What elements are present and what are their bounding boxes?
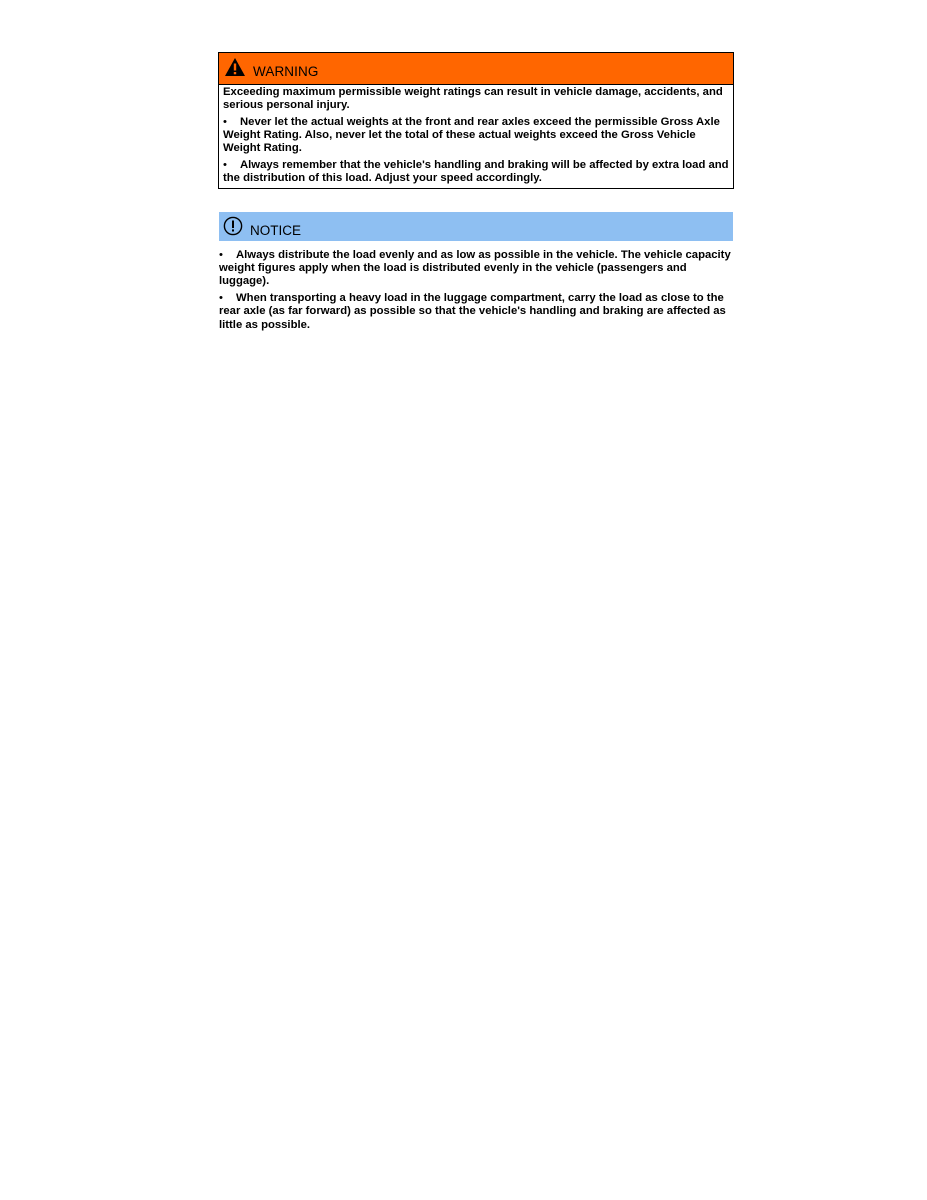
bullet-icon: • — [223, 159, 227, 172]
notice-bullet-item — [219, 292, 735, 332]
notice-bullet-item — [219, 249, 735, 289]
warning-bullet-text: Always remember that the vehicle's handling and braking will be affected by extra load and the distribution of this load. Adjust your speed accordingly. — [223, 159, 729, 185]
warning-triangle-icon — [224, 57, 246, 77]
notice-bullet-text: When transporting a heavy load in the luggage compartment, carry the load as close to the rear axle (as far forward) as possible so that the vehicle's handling and braking are affected as little as possible. — [219, 292, 726, 331]
warning-body — [219, 85, 733, 188]
notice-title: NOTICE — [250, 223, 302, 238]
warning-bullet-text: Never let the actual weights at the front and rear axles exceed the permissible Gross Axle Weight Rating. Also, never let the total of these actual weights exceed the Gross Vehicle Weight Rating. — [223, 116, 720, 155]
warning-bullet-item — [223, 159, 729, 185]
notice-body — [219, 249, 735, 335]
warning-box — [218, 52, 734, 189]
warning-bullet-item — [223, 116, 729, 156]
bullet-icon: • — [219, 292, 223, 305]
warning-header — [219, 53, 733, 85]
notice-header — [219, 212, 733, 241]
warning-intro: Exceeding maximum permissible weight ratings can result in vehicle damage, accidents, and serious personal injury. — [223, 86, 723, 112]
exclamation-circle-icon — [223, 216, 243, 236]
bullet-icon: • — [219, 249, 223, 261]
notice-bullet-text: Always distribute the load evenly and as low as possible in the vehicle. The vehicle capacity weight figures apply when the load is distributed evenly in the vehicle (passengers and luggage). — [219, 249, 731, 288]
warning-title: WARNING — [253, 64, 319, 79]
bullet-icon: • — [223, 116, 227, 128]
